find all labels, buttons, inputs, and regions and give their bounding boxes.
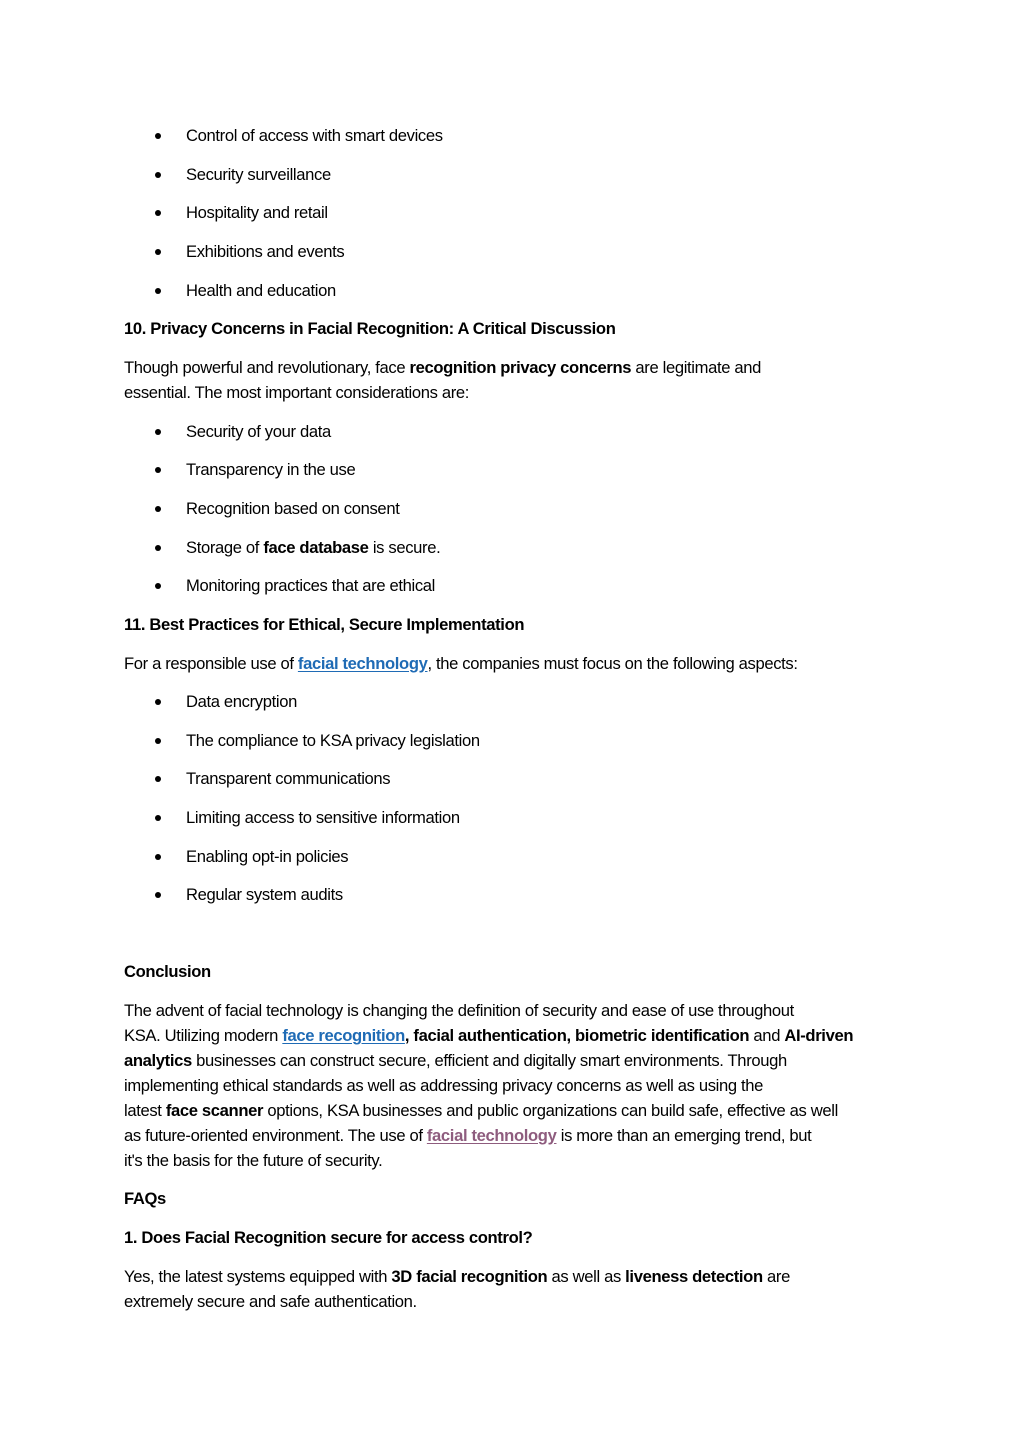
faq-question: 1. Does Facial Recognition secure for access control? — [124, 1228, 533, 1247]
bullet-icon — [155, 249, 161, 255]
bullet-icon — [155, 738, 161, 744]
bold-phrase: face database — [263, 538, 369, 557]
bold-phrase: liveness detection — [625, 1267, 763, 1286]
faq-answer-line: extremely secure and safe authentication. — [124, 1292, 417, 1311]
bullet-icon — [155, 815, 161, 821]
facial-technology-visited-link[interactable]: facial technology — [426, 1126, 557, 1145]
bullet-icon — [155, 172, 161, 178]
bullet-icon — [155, 892, 161, 898]
paragraph-line: KSA. Utilizing modern face recognition, facial authentication, biometric identification and AI-driven — [124, 1026, 854, 1045]
faqs-heading: FAQs — [124, 1189, 166, 1208]
bullet-icon — [155, 210, 161, 216]
bullet-icon — [155, 699, 161, 705]
bold-phrase: recognition privacy concerns — [409, 358, 632, 377]
bold-phrase: analytics — [124, 1051, 192, 1070]
bullet-icon — [155, 429, 161, 435]
bullet-icon — [155, 133, 161, 139]
paragraph-line: analytics businesses can construct secure, efficient and digitally smart environments. Through — [124, 1051, 787, 1070]
bullet-icon — [155, 776, 161, 782]
facial-technology-link[interactable]: facial technology — [297, 654, 428, 673]
paragraph-line: essential. The most important considerations are: — [124, 383, 470, 402]
conclusion-heading: Conclusion — [124, 962, 211, 981]
face-recognition-link[interactable]: face recognition — [282, 1026, 405, 1045]
paragraph-line: For a responsible use of facial technology, the companies must focus on the following aspects: — [124, 654, 798, 673]
section-heading: 10. Privacy Concerns in Facial Recognition: A Critical Discussion — [124, 319, 616, 338]
bold-phrase: face scanner — [165, 1101, 264, 1120]
bold-phrase: 3D facial recognition — [391, 1267, 548, 1286]
paragraph-line: latest face scanner options, KSA businesses and public organizations can build safe, effective as well — [124, 1101, 838, 1120]
bold-phrase: AI-driven — [784, 1026, 854, 1045]
faq-answer-line: Yes, the latest systems equipped with 3D facial recognition as well as liveness detection are — [124, 1267, 790, 1286]
paragraph-line: The advent of facial technology is changing the definition of security and ease of use throughout — [124, 1001, 794, 1020]
bullet-icon — [155, 854, 161, 860]
bullet-icon — [155, 467, 161, 473]
bullet-icon — [155, 545, 161, 551]
bold-phrase: , facial authentication, biometric identification — [404, 1026, 750, 1045]
section-heading: 11. Best Practices for Ethical, Secure Implementation — [124, 615, 525, 634]
paragraph-line: implementing ethical standards as well as addressing privacy concerns as well as using the — [124, 1076, 764, 1095]
bullet-icon — [155, 506, 161, 512]
paragraph-line: Though powerful and revolutionary, face recognition privacy concerns are legitimate and — [124, 358, 762, 377]
paragraph-line: it's the basis for the future of security. — [124, 1151, 383, 1170]
bullet-icon — [155, 288, 161, 294]
paragraph-line: as future-oriented environment. The use of facial technology is more than an emerging trend, but — [124, 1126, 812, 1145]
bullet-icon — [155, 583, 161, 589]
